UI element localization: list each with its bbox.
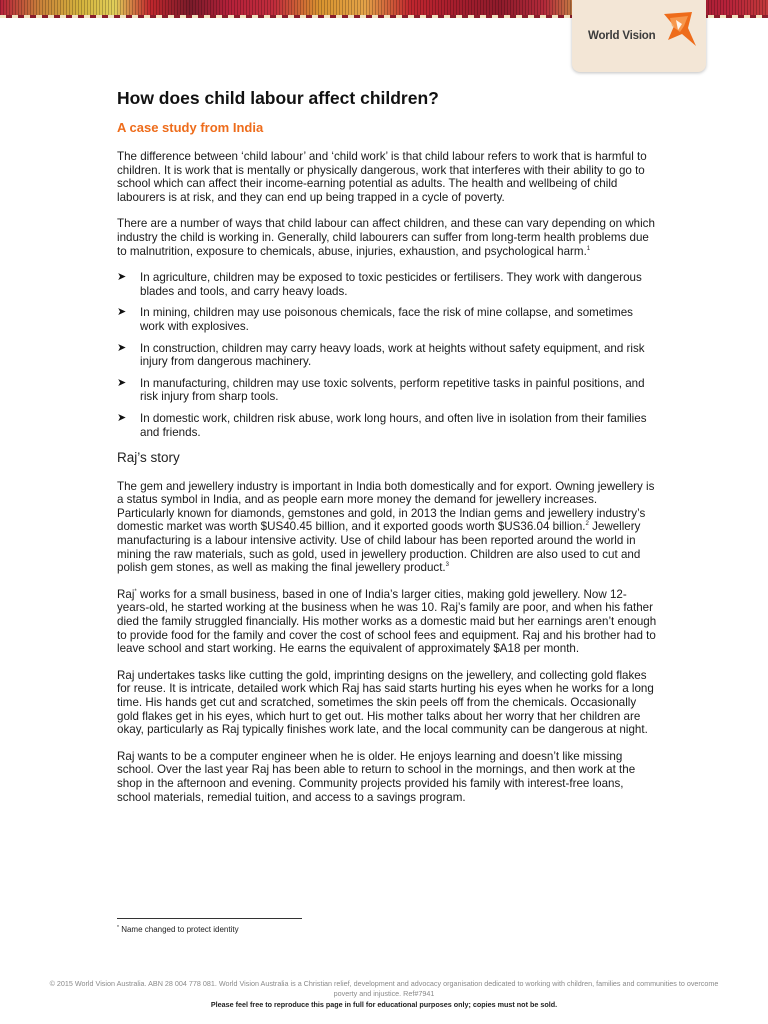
harm-bullet-list (117, 271, 657, 439)
list-item: ➤ In construction, children may carry heavy loads, work at heights without safety equipment, and risk injury from dangerous machinery. (117, 341, 645, 369)
list-item: ➤ In mining, children may use poisonous chemicals, face the risk of mine collapse, and sometimes work with explosives. (117, 306, 633, 333)
logo-wordmark: World Vision (588, 30, 656, 42)
raj-future-paragraph: Raj wants to be a computer engineer when he is older. He enjoys learning and doesn’t like missing school. Over the last year Raj has been able to return to school in the mornings, and then work at the shop in the afternoon and evening. Community projects provided his family with interest-free loans, school materials, remedial tuition, and access to a savings program. (117, 749, 636, 804)
footnote-ref-2: 2 (585, 521, 589, 528)
copyright-notice: © 2015 World Vision Australia. ABN 28 004 778 081. World Vision Australia is a Christian relief, development and advocacy organisation dedicated to working with children, families and communities to overcome poverty and injustice. Ref#7941 (49, 979, 719, 998)
world-vision-star-icon (662, 10, 698, 50)
raj-tasks-paragraph: Raj undertakes tasks like cutting the gold, imprinting designs on the jewellery, and collecting gold flakes for reuse. It is intricate, detailed work which Raj has said starts hurting his eyes when he works for a long time. His hands get cut and scratched, sometimes the skin peels off from the chemicals. Occasionally gold flakes get in his eyes, which hurt to get out. His mother talks about her worry that her children are okay, particularly as Raj typically finishes work late, and the local community can be dangerous at night. (117, 668, 654, 737)
page-title: How does child labour affect children? (117, 88, 439, 108)
bullet-arrow-icon: ➤ (117, 306, 127, 319)
footnote-ref-1: 1 (586, 245, 591, 252)
document-body (117, 150, 657, 817)
reproduction-note: Please feel free to reproduce this page in full for educational purposes only; copies must not be sold. (210, 1000, 558, 1009)
page-subtitle: A case study from India (117, 120, 264, 135)
bullet-arrow-icon: ➤ (117, 376, 127, 389)
section-heading-raj-story: Raj’s story (117, 450, 180, 466)
footnote-divider (117, 918, 302, 919)
footnote-ref-asterisk: * (134, 588, 137, 595)
list-item: ➤ In domestic work, children risk abuse, work long hours, and often live in isolation from their families and friends. (117, 411, 647, 439)
bullet-arrow-icon: ➤ (117, 341, 127, 354)
raj-background-paragraph: Raj* works for a small business, based in one of India’s larger cities, making gold jewellery. Now 12-years-old, he started working at the business when he was 10. Raj’s family are poor, and when his father died the family struggled financially. His mother works as a domestic maid but her earnings aren’t enough to provide food for the family and cover the cost of school fees and equipment. Raj and his brother had to leave school and start working. He earns the equivalent of approximately $A18 per month. (117, 587, 657, 656)
intro-paragraph-2: There are a number of ways that child labour can affect children, and these can vary depending on which industry the child is working in. Generally, child labourers can suffer from long-term health problems due to malnutrition, exposure to chemicals, abuse, injuries, exhaustion, and psychological harm.$^1$ (117, 217, 655, 258)
list-item: ➤ In manufacturing, children may use toxic solvents, perform repetitive tasks in painful positions, and risk injury from sharp tools. (117, 376, 645, 404)
bullet-arrow-icon: ➤ (117, 411, 127, 424)
world-vision-logo (572, 0, 706, 72)
gem-industry-paragraph: The gem and jewellery industry is important in India both domestically and for export. Owning jewellery is a status symbol in India, and as people earn more money the demand for jewellery increases. Particularly known for diamonds, gemstones and gold, in 2013 the Indian gems and jewellery industry’s domestic market was worth $US40.45 billion, and it exported goods worth $US36.04 billion.$^2$ Jewellery manufacturing is a labour intensive activity. Use of child labour has been reported around the world in mining the raw materials, such as gold, used in jewellery production. Children are also used to cut and polish gem stones, as well as making the final jewellery product.$^3$ (117, 479, 655, 575)
footnote: * Name changed to protect identity (117, 925, 239, 934)
bullet-arrow-icon: ➤ (117, 271, 127, 284)
list-item: ➤ In agriculture, children may be exposed to toxic pesticides or fertilisers. They work with dangerous blades and tools, and carry heavy loads. (117, 271, 642, 298)
footnote-ref-3: 3 (445, 562, 449, 569)
intro-paragraph-1: The difference between ‘child labour’ and ‘child work’ is that child labour refers to work that is harmful to children. It is work that is mentally or physically dangerous, work that interferes with their ability to go to school which can affect their income-earning potential as adults. The health and wellbeing of child labourers is at risk, and they can end up being trapped in a cycle of poverty. (117, 150, 647, 204)
